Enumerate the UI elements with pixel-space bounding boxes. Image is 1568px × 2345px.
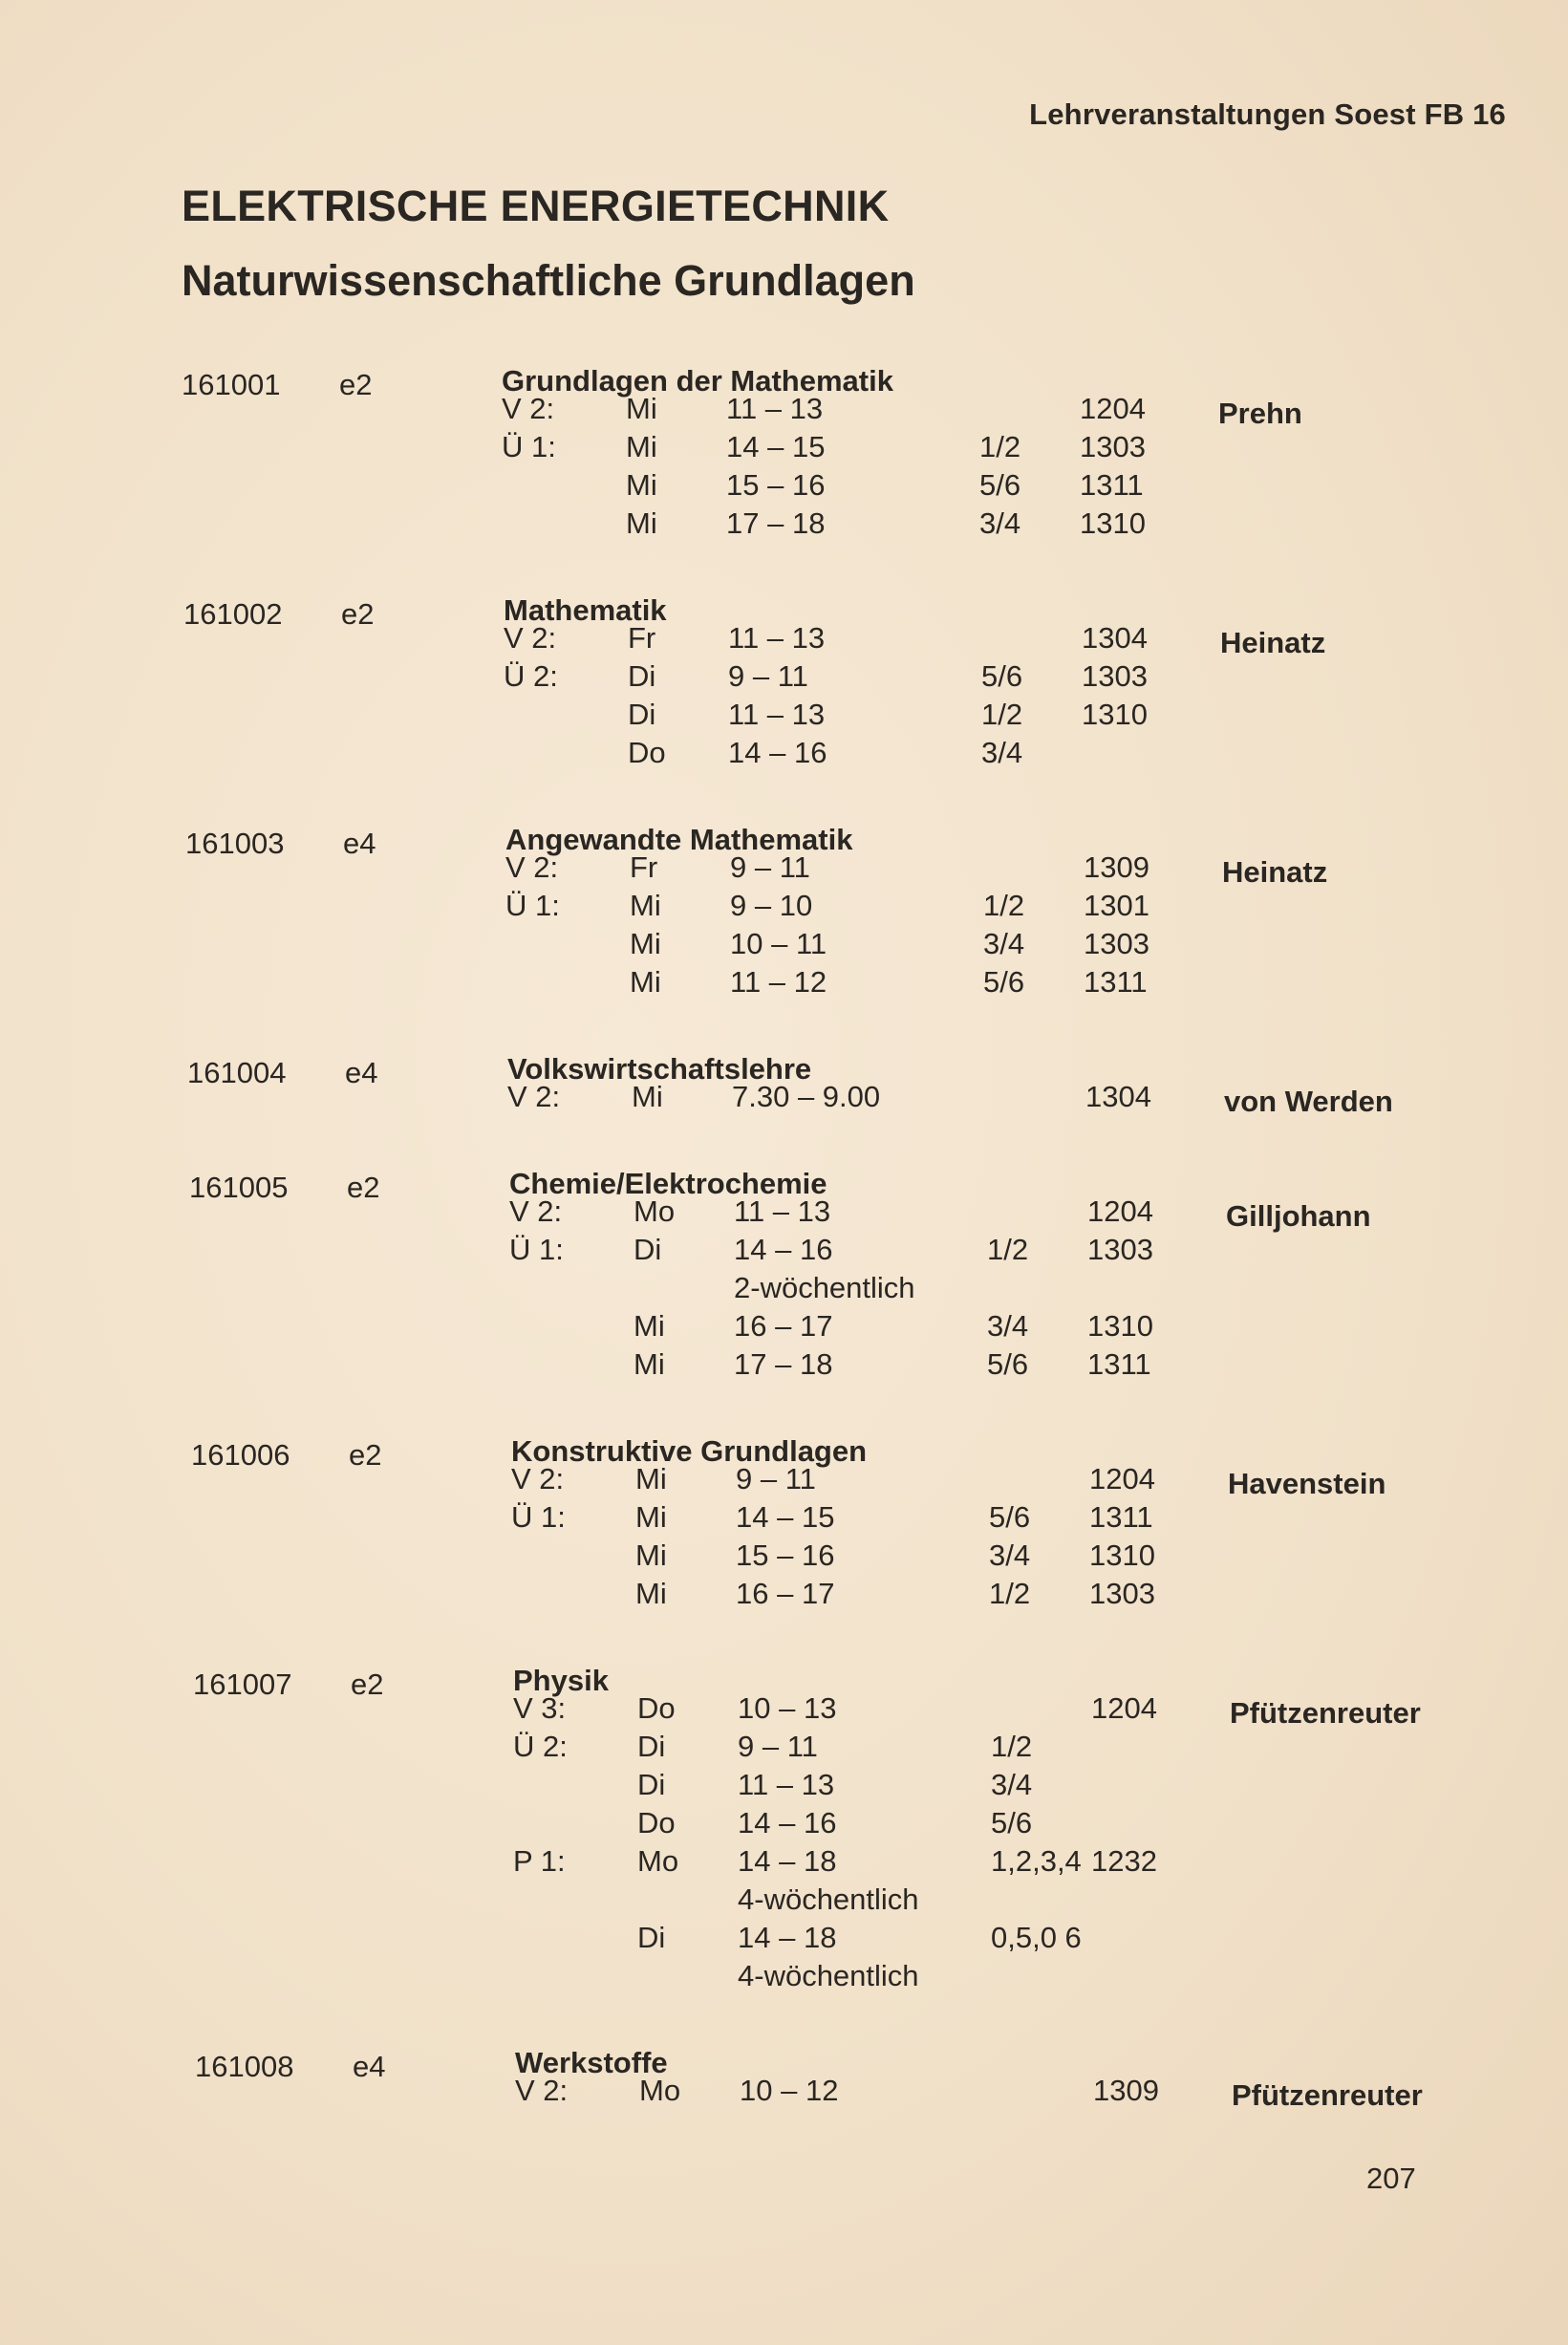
session-group: 3/4 — [981, 736, 1023, 769]
schedule-row — [504, 659, 1364, 698]
session-day: Mi — [635, 1577, 667, 1610]
session-time: 9 – 11 — [728, 659, 808, 693]
schedule-note: 2-wöchentlich — [734, 1271, 915, 1304]
session-time: 10 – 12 — [740, 2074, 839, 2107]
course-number: 161001 — [182, 368, 281, 401]
session-time: 14 – 18 — [738, 1921, 837, 1954]
schedule-row — [505, 889, 1365, 927]
session-day: Mi — [632, 1080, 663, 1113]
session-time: 14 – 16 — [734, 1233, 833, 1266]
session-day: Mi — [634, 1347, 665, 1381]
session-time: 14 – 16 — [728, 736, 827, 769]
session-time: 14 – 16 — [738, 1806, 837, 1839]
session-room: 1204 — [1080, 392, 1146, 425]
schedule-row — [511, 1577, 1371, 1615]
session-group: 1/2 — [981, 698, 1023, 731]
schedule-row — [507, 1080, 1367, 1118]
course-number: 161002 — [183, 597, 283, 631]
session-room: 1310 — [1082, 698, 1148, 731]
session-day: Mi — [635, 1462, 667, 1495]
course-title: Grundlagen der Mathematik — [502, 364, 893, 398]
session-day: Di — [628, 659, 656, 693]
session-type: V 2: — [505, 850, 559, 884]
session-day: Fr — [628, 621, 656, 655]
course-lecturer: von Werden — [1224, 1085, 1393, 1118]
course-credits: e4 — [345, 1056, 378, 1089]
session-room: 1204 — [1087, 1194, 1153, 1228]
session-type: Ü 2: — [504, 659, 558, 693]
session-group: 5/6 — [983, 965, 1025, 999]
session-group: 3/4 — [989, 1538, 1031, 1572]
course-credits: e2 — [349, 1438, 382, 1472]
session-time: 11 – 13 — [738, 1768, 835, 1801]
schedule-row — [515, 2074, 1375, 2112]
session-day: Di — [637, 1730, 666, 1763]
session-day: Di — [637, 1768, 666, 1801]
session-type: V 2: — [511, 1462, 565, 1495]
schedule-row — [513, 1806, 1373, 1844]
session-time: 17 – 18 — [726, 506, 826, 540]
course-title: Angewandte Mathematik — [505, 823, 853, 856]
session-time: 11 – 13 — [728, 698, 826, 731]
course-title: Konstruktive Grundlagen — [511, 1434, 868, 1468]
session-type: V 2: — [504, 621, 557, 655]
course-title: Werkstoffe — [515, 2046, 668, 2079]
session-day: Di — [628, 698, 656, 731]
session-room: 1304 — [1085, 1080, 1151, 1113]
course-lecturer: Havenstein — [1228, 1467, 1386, 1500]
schedule-row — [511, 1538, 1371, 1577]
session-time: 11 – 12 — [730, 965, 827, 999]
session-time: 11 – 13 — [726, 392, 824, 425]
running-head: Lehrveranstaltungen Soest FB 16 — [1029, 97, 1506, 131]
session-room: 1310 — [1089, 1538, 1155, 1572]
session-day: Di — [634, 1233, 662, 1266]
session-day: Mi — [635, 1500, 667, 1534]
course-credits: e2 — [341, 597, 375, 631]
session-room: 1311 — [1080, 468, 1144, 502]
session-time: 14 – 18 — [738, 1844, 837, 1878]
course-title: Chemie/Elektrochemie — [509, 1167, 827, 1200]
session-day: Do — [628, 736, 666, 769]
schedule-row — [509, 1271, 1369, 1309]
schedule-row — [513, 1730, 1373, 1768]
session-day: Mo — [637, 1844, 679, 1878]
session-group: 5/6 — [981, 659, 1023, 693]
schedule-row — [504, 698, 1364, 736]
session-group: 3/4 — [983, 927, 1025, 960]
schedule-row — [502, 506, 1362, 545]
session-type: V 2: — [515, 2074, 569, 2107]
session-day: Mi — [626, 468, 657, 502]
session-room: 1303 — [1084, 927, 1149, 960]
section-title: ELEKTRISCHE ENERGIETECHNIK — [182, 182, 890, 230]
session-group: 1/2 — [983, 889, 1025, 922]
session-type: Ü 2: — [513, 1730, 568, 1763]
session-time: 9 – 11 — [736, 1462, 816, 1495]
schedule-row — [513, 1882, 1373, 1921]
schedule-row — [509, 1347, 1369, 1386]
session-time: 9 – 10 — [730, 889, 813, 922]
session-room: 1303 — [1089, 1577, 1155, 1610]
session-time: 11 – 13 — [734, 1194, 831, 1228]
session-group: 5/6 — [991, 1806, 1033, 1839]
session-time: 9 – 11 — [730, 850, 810, 884]
schedule-row — [513, 1959, 1373, 1997]
session-room: 1304 — [1082, 621, 1148, 655]
session-type: P 1: — [513, 1844, 566, 1878]
session-day: Mi — [630, 965, 661, 999]
session-group: 1/2 — [979, 430, 1021, 463]
session-type: V 2: — [509, 1194, 563, 1228]
schedule-row — [511, 1462, 1371, 1500]
session-group: 0,5,0 6 — [991, 1921, 1082, 1954]
session-group: 5/6 — [989, 1500, 1031, 1534]
schedule-row — [513, 1768, 1373, 1806]
schedule-row — [502, 392, 1362, 430]
session-time: 7.30 – 9.00 — [732, 1080, 881, 1113]
session-group: 1/2 — [987, 1233, 1029, 1266]
course-lecturer: Pfützenreuter — [1230, 1696, 1421, 1730]
course-credits: e4 — [343, 827, 376, 860]
session-time: 14 – 15 — [736, 1500, 835, 1534]
session-room: 1311 — [1084, 965, 1148, 999]
session-type: Ü 1: — [511, 1500, 566, 1534]
session-day: Mi — [626, 392, 657, 425]
course-lecturer: Prehn — [1218, 397, 1302, 430]
schedule-row — [513, 1691, 1373, 1730]
session-day: Mo — [639, 2074, 681, 2107]
session-day: Di — [637, 1921, 666, 1954]
course-title: Mathematik — [504, 593, 667, 627]
schedule-row — [513, 1921, 1373, 1959]
schedule-note: 4-wöchentlich — [738, 1959, 919, 1992]
session-type: Ü 1: — [509, 1233, 564, 1266]
schedule-note: 4-wöchentlich — [738, 1882, 919, 1916]
session-room: 1303 — [1082, 659, 1148, 693]
session-time: 14 – 15 — [726, 430, 826, 463]
session-day: Mi — [626, 430, 657, 463]
session-room: 1309 — [1084, 850, 1149, 884]
session-room: 1204 — [1089, 1462, 1155, 1495]
session-day: Mi — [635, 1538, 667, 1572]
session-day: Do — [637, 1691, 676, 1725]
course-credits: e2 — [351, 1667, 384, 1701]
schedule-row — [502, 430, 1362, 468]
session-day: Mo — [634, 1194, 676, 1228]
schedule-row — [505, 927, 1365, 965]
session-day: Mi — [630, 889, 661, 922]
session-group: 1,2,3,4 — [991, 1844, 1082, 1878]
course-number: 161008 — [195, 2050, 294, 2083]
session-type: Ü 1: — [502, 430, 556, 463]
session-time: 10 – 13 — [738, 1691, 837, 1725]
session-day: Fr — [630, 850, 658, 884]
course-credits: e2 — [347, 1171, 380, 1204]
session-room: 1310 — [1080, 506, 1146, 540]
session-room: 1309 — [1093, 2074, 1159, 2107]
session-room: 1311 — [1087, 1347, 1151, 1381]
session-group: 3/4 — [987, 1309, 1029, 1343]
session-type: V 2: — [502, 392, 555, 425]
course-number: 161004 — [187, 1056, 287, 1089]
session-room: 1303 — [1080, 430, 1146, 463]
course-credits: e2 — [339, 368, 373, 401]
session-time: 10 – 11 — [730, 927, 827, 960]
session-room: 1311 — [1089, 1500, 1153, 1534]
session-time: 11 – 13 — [728, 621, 826, 655]
schedule-row — [504, 621, 1364, 659]
session-room: 1303 — [1087, 1233, 1153, 1266]
session-group: 3/4 — [979, 506, 1021, 540]
course-credits: e4 — [353, 2050, 386, 2083]
session-group: 3/4 — [991, 1768, 1033, 1801]
session-group: 5/6 — [987, 1347, 1029, 1381]
course-number: 161006 — [191, 1438, 290, 1472]
schedule-row — [511, 1500, 1371, 1538]
session-room: 1301 — [1084, 889, 1149, 922]
session-group: 1/2 — [991, 1730, 1033, 1763]
course-number: 161005 — [189, 1171, 289, 1204]
session-group: 5/6 — [979, 468, 1021, 502]
session-time: 16 – 17 — [736, 1577, 835, 1610]
schedule-row — [513, 1844, 1373, 1882]
session-room: 1232 — [1091, 1844, 1157, 1878]
schedule-row — [505, 850, 1365, 889]
session-day: Mi — [626, 506, 657, 540]
schedule-row — [504, 736, 1364, 774]
session-type: V 2: — [507, 1080, 561, 1113]
session-group: 1/2 — [989, 1577, 1031, 1610]
course-title: Volkswirtschaftslehre — [507, 1052, 812, 1086]
schedule-row — [509, 1309, 1369, 1347]
session-day: Mi — [634, 1309, 665, 1343]
session-day: Do — [637, 1806, 676, 1839]
course-title: Physik — [513, 1664, 609, 1697]
session-time: 9 – 11 — [738, 1730, 818, 1763]
course-lecturer: Heinatz — [1220, 626, 1326, 659]
course-lecturer: Pfützenreuter — [1232, 2078, 1423, 2112]
schedule-row — [509, 1194, 1369, 1233]
section-subtitle: Naturwissenschaftliche Grundlagen — [182, 256, 915, 305]
session-time: 15 – 16 — [736, 1538, 835, 1572]
course-number: 161007 — [193, 1667, 292, 1701]
session-day: Mi — [630, 927, 661, 960]
session-type: V 3: — [513, 1691, 567, 1725]
session-time: 17 – 18 — [734, 1347, 833, 1381]
session-type: Ü 1: — [505, 889, 560, 922]
schedule-row — [502, 468, 1362, 506]
session-room: 1204 — [1091, 1691, 1157, 1725]
course-number: 161003 — [185, 827, 285, 860]
session-room: 1310 — [1087, 1309, 1153, 1343]
page-number: 207 — [1366, 2162, 1416, 2195]
session-time: 16 – 17 — [734, 1309, 833, 1343]
schedule-row — [509, 1233, 1369, 1271]
schedule-row — [505, 965, 1365, 1003]
session-time: 15 – 16 — [726, 468, 826, 502]
course-lecturer: Gilljohann — [1226, 1199, 1371, 1233]
course-lecturer: Heinatz — [1222, 855, 1328, 889]
